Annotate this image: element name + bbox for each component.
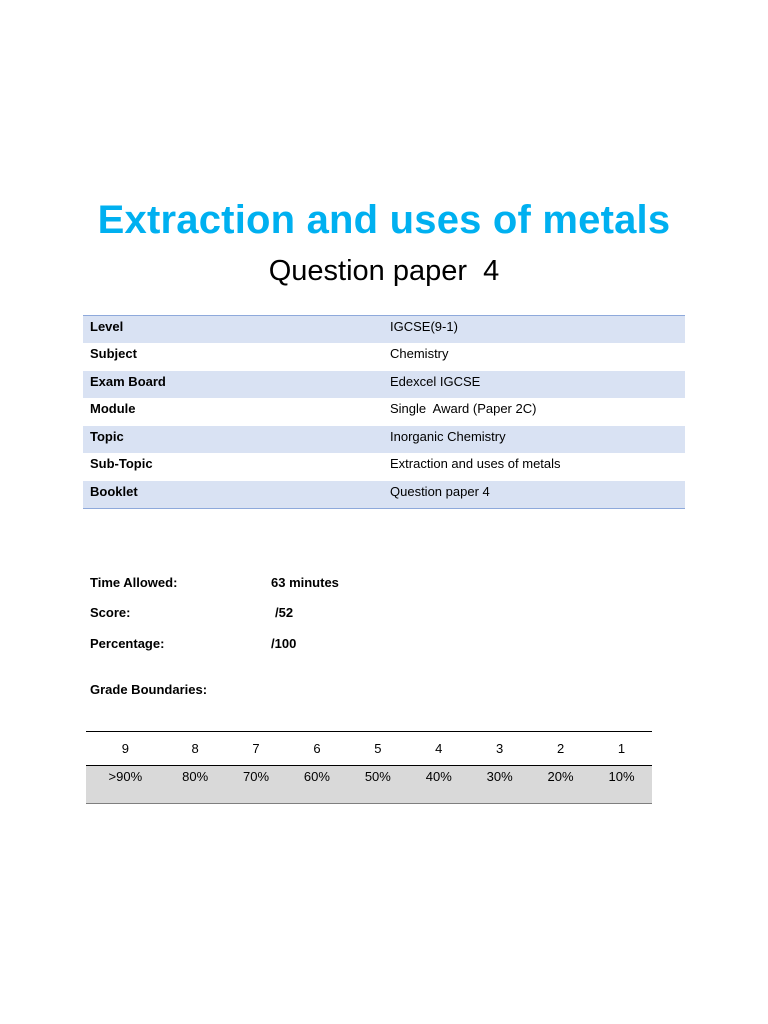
info-label: Booklet	[83, 481, 383, 509]
percent-cell: 30%	[469, 766, 530, 804]
percent-cell: 60%	[286, 766, 347, 804]
percentage-value: /100	[271, 636, 297, 651]
percent-cell: 10%	[591, 766, 652, 804]
grade-row	[86, 732, 652, 766]
info-value: Inorganic Chemistry	[383, 426, 685, 454]
info-row-booklet	[83, 481, 685, 509]
info-row-topic	[83, 426, 685, 454]
info-row-module	[83, 398, 685, 426]
info-row-level	[83, 316, 685, 344]
grade-cell: 1	[591, 732, 652, 766]
grade-boundaries-table	[86, 731, 652, 804]
time-allowed-label: Time Allowed:	[90, 575, 178, 590]
percentage-label: Percentage:	[90, 636, 165, 651]
info-label: Exam Board	[83, 371, 383, 399]
grade-cell: 6	[286, 732, 347, 766]
time-allowed-value: 63 minutes	[271, 575, 339, 590]
percent-cell: 50%	[347, 766, 408, 804]
percent-cell: 20%	[530, 766, 591, 804]
percent-cell: 70%	[226, 766, 287, 804]
grade-cell: 8	[165, 732, 226, 766]
info-label: Module	[90, 401, 136, 416]
percent-cell: 40%	[408, 766, 469, 804]
info-row-subject	[83, 343, 685, 371]
info-value: Chemistry	[390, 346, 449, 361]
grade-cell: 9	[86, 732, 165, 766]
grade-boundaries-label: Grade Boundaries:	[90, 682, 208, 697]
info-value: Single Award (Paper 2C)	[390, 401, 537, 416]
grade-cell: 4	[408, 732, 469, 766]
info-label: Subject	[90, 346, 137, 361]
info-row-sub-topic	[83, 453, 685, 481]
score-value: /52	[275, 605, 294, 620]
page-subtitle: Question paper 4	[268, 255, 500, 287]
info-table	[83, 315, 685, 509]
info-value: Question paper 4	[383, 481, 685, 509]
page-title: Extraction and uses of metals	[97, 198, 671, 242]
info-value: IGCSE(9-1)	[383, 316, 685, 344]
info-label: Sub-Topic	[90, 456, 153, 471]
info-row-exam-board	[83, 371, 685, 399]
percent-row	[86, 766, 652, 804]
info-label: Topic	[83, 426, 383, 454]
percent-cell: 80%	[165, 766, 226, 804]
grade-cell: 5	[347, 732, 408, 766]
info-value: Edexcel IGCSE	[383, 371, 685, 399]
percent-cell: >90%	[86, 766, 165, 804]
info-label: Level	[83, 316, 383, 344]
score-label: Score:	[90, 605, 131, 620]
grade-cell: 3	[469, 732, 530, 766]
grade-cell: 7	[226, 732, 287, 766]
info-value: Extraction and uses of metals	[390, 456, 561, 471]
grade-cell: 2	[530, 732, 591, 766]
